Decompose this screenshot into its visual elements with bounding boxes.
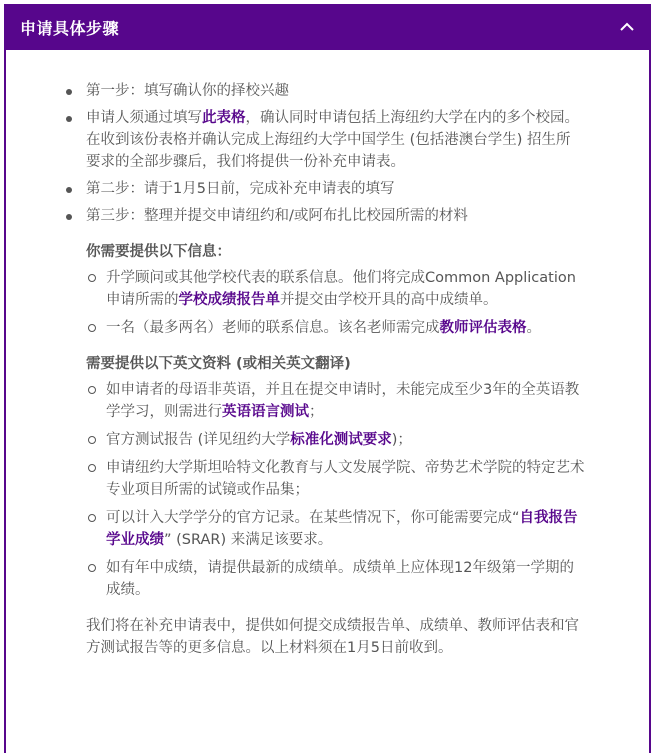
list-item <box>86 379 585 423</box>
step-text: ，确认同时申请包括上海纽约大学在内的多个校园。在收到该份表格并确认完成上海纽约大学中国学生 (包括港澳台学生) 招生所要求的全部步骤后，我们将提供一份补充申请表。 <box>86 110 579 170</box>
list-item <box>64 178 585 200</box>
item-text: )； <box>391 432 412 448</box>
info-list <box>86 267 585 339</box>
item-text: 申请纽约大学斯坦哈特文化教育与人文发展学院、帝势艺术学院的特定艺术专业项目所需的试镜或作品集； <box>106 460 585 498</box>
english-list <box>86 379 585 601</box>
accordion-panel <box>4 4 651 753</box>
list-item <box>86 429 585 451</box>
item-text: ” (SRAR) 来满足该要求。 <box>164 532 333 548</box>
list-item <box>86 267 585 311</box>
english-test-link[interactable]: 英语语言测试 <box>222 404 309 420</box>
english-section <box>86 353 585 601</box>
school-report-link[interactable]: 学校成绩报告单 <box>178 292 280 308</box>
accordion-header[interactable] <box>6 4 649 50</box>
item-text: ； <box>309 404 324 420</box>
srar-link[interactable]: 自我报告学业成绩 <box>106 510 578 548</box>
steps-list <box>64 80 585 227</box>
chevron-up-icon[interactable] <box>617 17 637 37</box>
item-text: 一名（最多两名）老师的联系信息。该名老师需完成 <box>106 320 440 336</box>
info-section <box>86 241 585 339</box>
item-text: 官方测试报告 (详见纽约大学 <box>106 432 291 448</box>
list-item <box>64 80 585 102</box>
item-text: 并提交由学校开具的高中成绩单。 <box>280 292 498 308</box>
step-text: 第一步：填写确认你的择校兴趣 <box>86 83 289 99</box>
list-item <box>86 507 585 551</box>
section-heading: 需要提供以下英文资料 (或相关英文翻译) <box>86 356 351 372</box>
list-item <box>64 205 585 227</box>
step-text: 第二步：请于1月5日前，完成补充申请表的填写 <box>86 181 395 197</box>
item-text: 可以计入大学学分的官方记录。在某些情况下，你可能需要完成“ <box>106 510 520 526</box>
standardized-test-link[interactable]: 标准化测试要求 <box>290 432 392 448</box>
teacher-eval-link[interactable]: 教师评估表格 <box>439 320 527 336</box>
form-link[interactable]: 此表格 <box>202 110 246 126</box>
item-text: 如申请者的母语非英语，并且在提交申请时，未能完成至少3年的全英语教学学习，则需进行 <box>106 382 580 420</box>
section-heading: 你需要提供以下信息： <box>86 244 231 260</box>
list-item <box>64 107 585 173</box>
step-text: 第三步：整理并提交申请纽约和/或阿布扎比校园所需的材料 <box>86 208 468 224</box>
item-text: 升学顾问或其他学校代表的联系信息。他们将完成Common Application申请所需的 <box>106 270 576 308</box>
step-text: 申请人须通过填写 <box>86 110 202 126</box>
item-text: 。 <box>526 320 541 336</box>
accordion-title: 申请具体步骤 <box>20 18 120 38</box>
list-item <box>86 317 585 339</box>
closing-paragraph: 我们将在补充申请表中，提供如何提交成绩报告单、成绩单、教师评估表和官方测试报告等的更多信息。以上材料须在1月5日前收到。 <box>86 618 579 656</box>
item-text: 如有年中成绩，请提供最新的成绩单。成绩单上应体现12年级第一学期的成绩。 <box>106 560 574 598</box>
accordion-content <box>6 50 649 753</box>
list-item <box>86 557 585 601</box>
list-item <box>86 457 585 501</box>
